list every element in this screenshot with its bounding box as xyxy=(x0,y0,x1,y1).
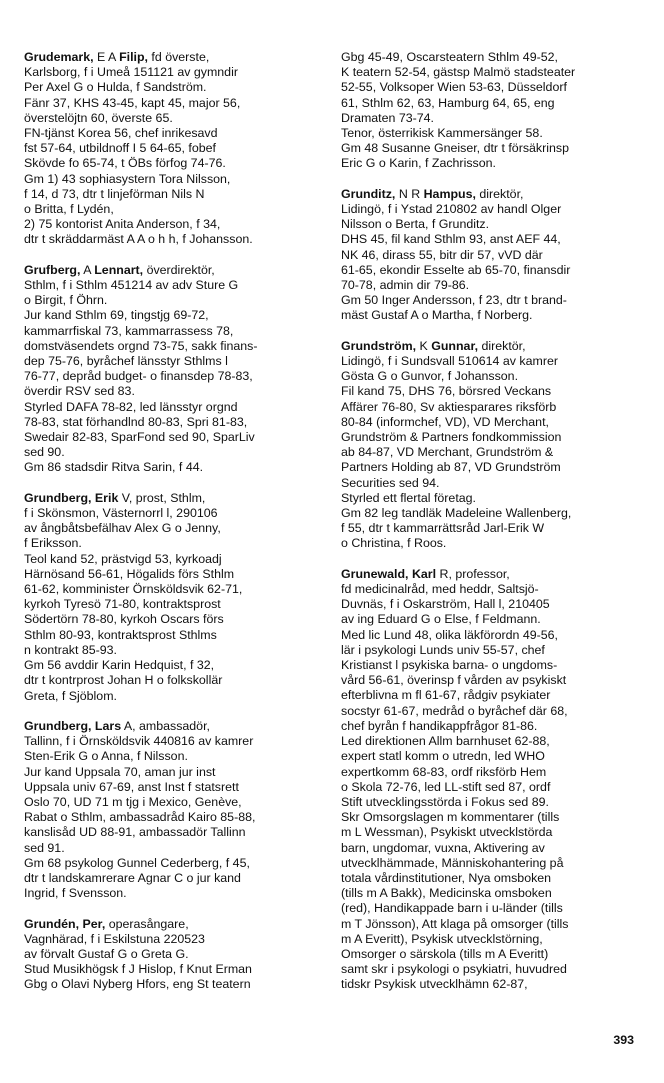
biography-entry xyxy=(341,567,637,993)
entry-text-line: kanslisåd UD 88-91, ambassadör Tallinn xyxy=(24,825,246,840)
given-name: Lars xyxy=(94,718,122,733)
headline-text: A, ambassadör, xyxy=(121,718,210,733)
entry-text-line: av förvalt Gustaf G o Greta G. xyxy=(24,946,189,961)
entry-text-line: Sthlm, f i Sthlm 451214 av adv Sture G xyxy=(24,278,239,293)
entry-text-line: 70-78, admin dir 79-86. xyxy=(341,278,470,293)
entry-text-line: Omsorger o särskola (tills m A Everitt) xyxy=(341,946,549,961)
entry-text-line: Greta, f Sjöblom. xyxy=(24,688,117,703)
biography-entry xyxy=(341,339,637,552)
entry-text-line: Securities sed 94. xyxy=(341,475,440,490)
entry-text-line: Stift utvecklingsstörda i Fokus sed 89. xyxy=(341,794,549,809)
entry-text-line: sed 90. xyxy=(24,445,65,460)
entry-text-line: (red), Handikappade barn i u-länder (tills xyxy=(341,901,563,916)
entry-text-line: FN-tjänst Korea 56, chef inrikesavd xyxy=(24,126,218,141)
entry-text-line: (tills m A Bakk), Medicinska omsboken xyxy=(341,886,552,901)
initials: E A xyxy=(93,50,120,64)
entry-text-line: 61-65, ekondir Esselte ab 65-70, finansdir xyxy=(341,262,571,277)
entry-text-line: av ångbåtsbefälhav Alex G o Jenny, xyxy=(24,521,221,536)
entry-text-line: m A Everitt), Psykisk utvecklstörning, xyxy=(341,931,543,946)
entry-text-line: o Birgit, f Öhrn. xyxy=(24,293,108,308)
entry-text-line: fst 57-64, utbildnoff I 5 64-65, fobef xyxy=(24,141,216,156)
entry-text-line: dtr t kontrprost Johan H o folkskollär xyxy=(24,673,223,688)
entry-text-line: Skövde fo 65-74, t ÖBs förfog 74-76. xyxy=(24,156,226,171)
surname: Grudemark, xyxy=(24,50,94,64)
entry-text-line: Dramaten 73-74. xyxy=(341,110,434,125)
entry-text-line: barn, ungdomar, vuxna, Aktivering av xyxy=(341,840,545,855)
surname: Grundén, xyxy=(24,916,80,931)
entry-text-line: Lidingö, f i Sundsvall 510614 av kamrer xyxy=(341,354,558,369)
entry-text-line: Ingrid, f Svensson. xyxy=(24,886,127,901)
entry-text-line: Gm 82 leg tandläk Madeleine Wallenberg, xyxy=(341,506,572,521)
entry-text-line: chef byrån f handikappfrågor 81-86. xyxy=(341,718,538,733)
entry-text-line: o Skola 72-76, led LL-stift sed 87, ordf xyxy=(341,779,551,794)
surname: Grundström, xyxy=(341,338,417,353)
entry-text-line: Swedair 82-83, SparFond sed 90, SparLiv xyxy=(24,430,255,445)
headline-text: operasångare, xyxy=(105,916,189,931)
entry-text-line: Sthlm 80-93, kontraktsprost Sthlms xyxy=(24,627,217,642)
entry-text-line: DHS 45, fil kand Sthlm 93, anst AEF 44, xyxy=(341,232,561,247)
entry-text-line: Karlsborg, f i Umeå 151121 av gymndir xyxy=(24,65,238,80)
initials: A xyxy=(80,262,95,277)
entry-text-line: överstelöjtn 60, överste 65. xyxy=(24,110,173,125)
entry-text-line: Gm 1) 43 sophiasystern Tora Nilsson, xyxy=(24,171,231,186)
entry-text-line: m L Wessman), Psykiskt utvecklstörda xyxy=(341,825,553,840)
headline-text: direktör, xyxy=(478,338,526,353)
entry-text-line: Affärer 76-80, Sv aktiesparares riksförb xyxy=(341,399,557,414)
biography-entry xyxy=(24,917,316,993)
entry-text-line: Per Axel G o Hulda, f Sandström. xyxy=(24,80,207,95)
given-name: Lennart, xyxy=(94,262,144,277)
surname: Grundberg, xyxy=(24,490,92,505)
entry-text-line: 61-62, komminister Örnsköldsvik 62-71, xyxy=(24,582,243,597)
entry-text-line: fd medicinalråd, med heddr, Saltsjö- xyxy=(341,582,539,597)
entry-text-line: Fänr 37, KHS 43-45, kapt 45, major 56, xyxy=(24,95,241,110)
left-column xyxy=(24,50,316,1008)
right-column xyxy=(341,50,637,1008)
entry-headline xyxy=(24,263,316,278)
entry-text-line: Med lic Lund 48, olika läkförordn 49-56, xyxy=(341,627,558,642)
entry-text-line: 78-83, stat förhandlnd 80-83, Spri 81-83, xyxy=(24,414,248,429)
entry-headline xyxy=(24,491,316,506)
given-name: Hampus, xyxy=(423,186,476,201)
entry-text-line: f 14, d 73, dtr t linjeförman Nils N xyxy=(24,186,205,201)
entry-text-line: f 55, dtr t kammarrättsråd Jarl-Erik W xyxy=(341,521,545,536)
entry-headline xyxy=(341,187,637,202)
entry-text-line: expert statl komm o utredn, led WHO xyxy=(341,749,545,764)
biography-entry xyxy=(24,50,316,248)
entry-text-line: expertkomm 68-83, ordf riksförb Hem xyxy=(341,764,547,779)
surname: Grundberg, xyxy=(24,718,92,733)
entry-headline xyxy=(24,719,316,734)
entry-text-line: tidskr Psykisk utvecklhämn 62-87, xyxy=(341,977,528,992)
entry-text-line: 52-55, Volksoper Wien 53-63, Düsseldorf xyxy=(341,80,567,95)
page-number: 393 xyxy=(613,1033,634,1047)
entry-text-line: Gm 56 avddir Karin Hedquist, f 32, xyxy=(24,658,215,673)
entry-text-line: 76-77, depråd budget- o finansdep 78-83, xyxy=(24,369,253,384)
entry-text-line: Styrled ett flertal företag. xyxy=(341,490,476,505)
entry-headline xyxy=(24,50,316,65)
entry-text-line: Gm 48 Susanne Gneiser, dtr t försäkrinsp xyxy=(341,141,569,156)
entry-text-line: av ing Eduard G o Else, f Feldmann. xyxy=(341,612,541,627)
entry-text-line: Teol kand 52, prästvigd 53, kyrkoadj xyxy=(24,551,222,566)
entry-text-line: dtr t skräddarmäst A A o h h, f Johansson. xyxy=(24,232,253,247)
entry-headline xyxy=(341,567,637,582)
entry-text-line: ab 84-87, VD Merchant, Grundström & xyxy=(341,445,554,460)
initials: N R xyxy=(395,186,424,201)
entry-text-line: Skr Omsorgslagen m kommentarer (tills xyxy=(341,810,560,825)
entry-text-line: Gm 50 Inger Andersson, f 23, dtr t brand- xyxy=(341,293,567,308)
entry-text-line: Södertörn 78-80, kyrkoh Oscars förs xyxy=(24,612,224,627)
given-name: Gunnar, xyxy=(431,338,479,353)
entry-text-line: Oslo 70, UD 71 m tjg i Mexico, Genève, xyxy=(24,794,242,809)
entry-text-line: socstyr 61-67, medråd o byråchef där 68, xyxy=(341,703,568,718)
headline-text: direktör, xyxy=(475,186,524,201)
entry-text-line: kyrkoh Tyresö 71-80, kontraktsprost xyxy=(24,597,221,612)
entry-text-line: Nilsson o Berta, f Grunditz. xyxy=(341,217,490,232)
biography-entry xyxy=(24,263,316,476)
entry-text-line: Styrled DAFA 78-82, led länsstyr orgnd xyxy=(24,399,238,414)
surname: Grunewald, xyxy=(341,566,409,581)
entry-text-line: Tenor, österrikisk Kammersänger 58. xyxy=(341,126,543,141)
entry-text-line: överdir RSV sed 83. xyxy=(24,384,135,399)
headline-text: V, prost, Sthlm, xyxy=(118,490,206,505)
entry-text-line: Grundström & Partners fondkommission xyxy=(341,430,562,445)
given-name: Erik xyxy=(94,490,119,505)
entry-text-line: Led direktionen Allm barnhuset 62-88, xyxy=(341,734,550,749)
entry-text-line: Rabat o Sthlm, ambassadråd Kairo 85-88, xyxy=(24,810,256,825)
given-name: Filip, xyxy=(119,50,148,64)
entry-text-line: Gm 86 stadsdir Ritva Sarin, f 44. xyxy=(24,460,204,475)
entry-text-line: Tallinn, f i Örnsköldsvik 440816 av kamrer xyxy=(24,734,254,749)
headline-text: Gbg 45-49, Oscarsteatern Sthlm 49-52, xyxy=(341,50,558,64)
biography-entry xyxy=(24,719,316,901)
entry-text-line: domstväsendets orgnd 73-75, sakk finans- xyxy=(24,338,258,353)
headline-text: R, professor, xyxy=(436,566,510,581)
entry-text-line: Kristianst l psykiska barna- o ungdoms- xyxy=(341,658,558,673)
entry-text-line: Partners Holding ab 87, VD Grundström xyxy=(341,460,561,475)
headline-text: fd överste, xyxy=(147,50,210,64)
entry-text-line: K teatern 52-54, gästsp Malmö stadsteater xyxy=(341,65,576,80)
entry-text-line: Fil kand 75, DHS 76, börsred Veckans xyxy=(341,384,552,399)
entry-text-line: Sten-Erik G o Anna, f Nilsson. xyxy=(24,749,188,764)
entry-text-line: sed 91. xyxy=(24,840,65,855)
entry-text-line: Lidingö, f i Ystad 210802 av handl Olger xyxy=(341,202,562,217)
entry-text-line: f Eriksson. xyxy=(24,536,82,551)
entry-text-line: o Christina, f Roos. xyxy=(341,536,447,551)
biography-entry xyxy=(24,491,316,704)
entry-headline xyxy=(341,50,637,65)
entry-text-line: Uppsala univ 67-69, anst Inst f statsrett xyxy=(24,779,239,794)
surname: Grufberg, xyxy=(24,262,81,277)
entry-text-line: Jur kand Uppsala 70, aman jur inst xyxy=(24,764,216,779)
entry-text-line: lär i psykologi Lunds univ 55-57, chef xyxy=(341,642,545,657)
entry-text-line: efterblivna m fl 61-67, rådgiv psykiater xyxy=(341,688,551,703)
entry-text-line: dep 75-76, byråchef länsstyr Sthlms l xyxy=(24,354,228,369)
biography-entry xyxy=(341,50,637,172)
entry-text-line: Duvnäs, f i Oskarström, Hall l, 210405 xyxy=(341,597,550,612)
entry-text-line: dtr t landskamrerare Agnar C o jur kand xyxy=(24,870,241,885)
entry-text-line: 80-84 (informchef, VD), VD Merchant, xyxy=(341,414,549,429)
given-name: Karl xyxy=(411,566,437,581)
entry-text-line: o Britta, f Lydén, xyxy=(24,202,114,217)
entry-text-line: 2) 75 kontorist Anita Anderson, f 34, xyxy=(24,217,221,232)
entry-text-line: totala vårdinstitutioner, Nya omsboken xyxy=(341,870,552,885)
entry-text-line: Gm 68 psykolog Gunnel Cederberg, f 45, xyxy=(24,855,250,870)
entry-text-line: samt skr i psykologi o psykiatri, huvudred xyxy=(341,962,567,977)
entry-text-line: n kontrakt 85-93. xyxy=(24,642,117,657)
entry-text-line: Gbg o Olavi Nyberg Hfors, eng St teatern xyxy=(24,977,251,992)
entry-text-line: mäst Gustaf A o Martha, f Norberg. xyxy=(341,308,533,323)
entry-headline xyxy=(341,339,637,354)
entry-text-line: Härnösand 56-61, Högalids förs Sthlm xyxy=(24,566,235,581)
entry-text-line: Jur kand Sthlm 69, tingstjg 69-72, xyxy=(24,308,209,323)
entry-text-line: vård 56-61, överinsp f vården av psykiskt xyxy=(341,673,567,688)
entry-text-line: kammarrfiskal 73, kammarrassess 78, xyxy=(24,323,234,338)
entry-headline xyxy=(24,917,316,932)
entry-text-line: Gösta G o Gunvor, f Johansson. xyxy=(341,369,519,384)
entry-text-line: Stud Musikhögsk f J Hislop, f Knut Erman xyxy=(24,962,252,977)
biography-entry xyxy=(341,187,637,324)
surname: Grunditz, xyxy=(341,186,396,201)
entry-text-line: Vagnhärad, f i Eskilstuna 220523 xyxy=(24,931,205,946)
entry-text-line: utvecklhämmade, Människohantering på xyxy=(341,855,564,870)
entry-text-line: 61, Sthlm 62, 63, Hamburg 64, 65, eng xyxy=(341,95,555,110)
entry-text-line: f i Skönsmon, Västernorrl l, 290106 xyxy=(24,506,218,521)
initials: K xyxy=(416,338,432,353)
entry-text-line: Eric G o Karin, f Zachrisson. xyxy=(341,156,496,171)
entry-text-line: m T Jönsson), Att klaga på omsorger (tills xyxy=(341,916,569,931)
given-name: Per, xyxy=(82,916,106,931)
headline-text: överdirektör, xyxy=(143,262,215,277)
entry-text-line: NK 46, dirass 55, bitr dir 57, vVD där xyxy=(341,247,543,262)
